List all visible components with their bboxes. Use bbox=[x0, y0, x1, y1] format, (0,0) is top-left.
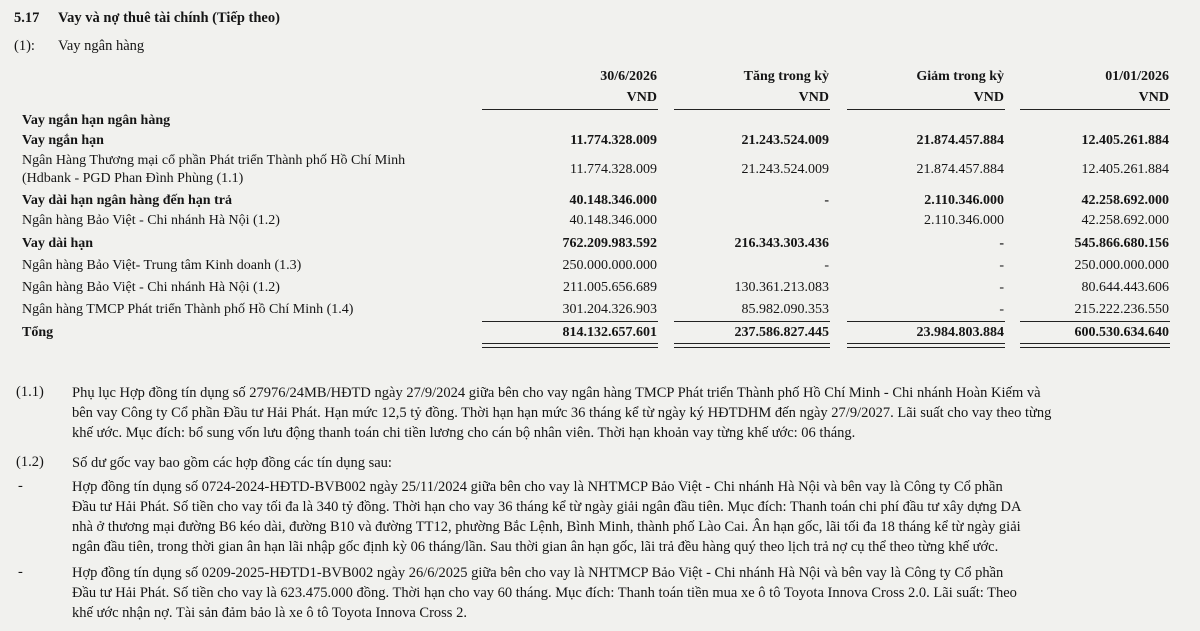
cell-opening: 12.405.261.884 bbox=[1081, 133, 1169, 148]
cell-closing: 11.774.328.009 bbox=[570, 133, 657, 148]
cell-closing: 814.132.657.601 bbox=[562, 325, 657, 340]
subtotal-rule bbox=[847, 321, 1005, 322]
subtotal-rule bbox=[674, 321, 830, 322]
table-row bbox=[0, 153, 1200, 189]
total-double-rule bbox=[674, 343, 830, 348]
column-header-increase bbox=[744, 66, 829, 108]
note-line: khế ước nhận nợ. Tài sản đảm bảo là xe ô tô Toyota Innova Cross 2. bbox=[72, 605, 467, 621]
row-label: Ngân hàng TMCP Phát triển Thành phố Hồ Chí Minh (1.4) bbox=[22, 302, 354, 317]
table-row bbox=[0, 280, 1200, 298]
total-double-rule bbox=[482, 343, 658, 348]
row-label: Ngân hàng Bảo Việt- Trung tâm Kinh doanh (1.3) bbox=[22, 258, 302, 273]
column-header-label: 30/6/2026 bbox=[600, 69, 657, 84]
note-body bbox=[72, 453, 1177, 473]
note-line: Phụ lục Hợp đồng tín dụng số 27976/24MB/HĐTD ngày 27/9/2024 giữa bên cho vay ngân hàng TMCP Phát triển Thành phố Hồ Chí Minh - Chi nhánh Hoàn Kiếm và bbox=[72, 385, 1041, 401]
cell-opening: 42.258.692.000 bbox=[1081, 213, 1169, 228]
cell-decrease: 2.110.346.000 bbox=[924, 193, 1004, 208]
subsection-number: (1): bbox=[14, 38, 35, 54]
note-body bbox=[72, 477, 1177, 557]
column-header-unit: VND bbox=[626, 90, 657, 105]
cell-increase: - bbox=[824, 193, 829, 208]
row-label-continued: (Hdbank - PGD Phan Đình Phùng (1.1) bbox=[22, 171, 244, 186]
table-row-total bbox=[0, 325, 1200, 343]
cell-opening: 80.644.443.606 bbox=[1081, 280, 1169, 295]
note-line: nhà ở thương mại đường B6 kéo dài, đường B10 và đường TT12, phường Bắc Lệnh, Bình Minh, thành phố Lào Cai. Ân hạn gốc, lãi tối đa 18 tháng kể từ ngày giải bbox=[72, 519, 1021, 535]
note-body bbox=[72, 383, 1177, 443]
cell-decrease: - bbox=[999, 280, 1004, 295]
cell-decrease: - bbox=[999, 236, 1004, 251]
column-header-label: Tăng trong kỳ bbox=[743, 69, 829, 84]
cell-opening: 42.258.692.000 bbox=[1081, 193, 1169, 208]
table-row bbox=[0, 236, 1200, 254]
header-rule bbox=[847, 109, 1005, 110]
note-line: bên vay Công ty Cổ phần Đầu tư Hải Phát. Hạn mức 12,5 tỷ đồng. Thời hạn hạn mức 36 tháng kể từ ngày ký HĐTDHM đến ngày 27/9/2027. Lãi suất cho vay theo từng bbox=[72, 405, 1052, 421]
header-rule bbox=[1020, 109, 1170, 110]
column-header-unit: VND bbox=[973, 90, 1004, 105]
column-header-label: 01/01/2026 bbox=[1105, 69, 1169, 84]
section-number: 5.17 bbox=[14, 10, 40, 26]
column-header-decrease bbox=[916, 66, 1004, 108]
cell-decrease: 21.874.457.884 bbox=[916, 162, 1004, 177]
cell-closing: 40.148.346.000 bbox=[569, 213, 657, 228]
table-row bbox=[0, 193, 1200, 211]
column-header-opening bbox=[1105, 66, 1169, 108]
cell-opening: 545.866.680.156 bbox=[1074, 236, 1169, 251]
cell-decrease: - bbox=[999, 258, 1004, 273]
table-row bbox=[0, 258, 1200, 276]
note-line: Số dư gốc vay bao gồm các hợp đồng các tín dụng sau: bbox=[72, 455, 392, 471]
cell-increase: 130.361.213.083 bbox=[734, 280, 829, 295]
subsection-title bbox=[14, 38, 144, 55]
note-body bbox=[72, 563, 1177, 623]
cell-closing: 40.148.346.000 bbox=[569, 193, 657, 208]
row-label: Tổng bbox=[22, 325, 54, 340]
row-label: Vay dài hạn ngân hàng đến hạn trả bbox=[22, 193, 232, 208]
cell-opening: 12.405.261.884 bbox=[1081, 162, 1169, 177]
row-label: Vay ngắn hạn ngân hàng bbox=[22, 113, 171, 128]
subtotal-rule bbox=[1020, 321, 1170, 322]
subsection-title-text: Vay ngân hàng bbox=[58, 38, 145, 54]
cell-closing: 301.204.326.903 bbox=[562, 302, 657, 317]
note-line: Đầu tư Hải Phát. Số tiền cho vay tối đa là 340 tỷ đồng. Thời hạn cho vay 36 tháng kể từ ngày giải ngân đầu tiên. Mục đích: Thanh toán chi phí đầu tư xây dựng DA bbox=[72, 499, 1022, 515]
bullet-dash: - bbox=[18, 564, 23, 580]
note-line: Đầu tư Hải Phát. Số tiền cho vay là 623.475.000 đồng. Thời hạn cho vay 60 tháng. Mục đích: Thanh toán tiền mua xe ô tô Toyota Innova Cross 2.0. Lãi suất: Theo bbox=[72, 585, 1017, 601]
column-header-label: Giảm trong kỳ bbox=[916, 69, 1004, 84]
cell-closing: 211.005.656.689 bbox=[563, 280, 657, 295]
note-marker: (1.2) bbox=[16, 454, 44, 470]
header-rule bbox=[482, 109, 658, 110]
cell-increase: 85.982.090.353 bbox=[741, 302, 829, 317]
row-label: Vay ngắn hạn bbox=[22, 133, 104, 148]
row-label: Ngân Hàng Thương mại cổ phần Phát triển Thành phố Hồ Chí Minh bbox=[22, 153, 406, 168]
column-header-unit: VND bbox=[798, 90, 829, 105]
cell-decrease: 2.110.346.000 bbox=[924, 213, 1004, 228]
section-title bbox=[14, 10, 280, 27]
cell-increase: 21.243.524.009 bbox=[741, 133, 829, 148]
column-header-closing bbox=[600, 66, 657, 108]
cell-increase: 21.243.524.009 bbox=[741, 162, 829, 177]
cell-increase: 237.586.827.445 bbox=[734, 325, 829, 340]
table-row bbox=[0, 213, 1200, 231]
note-line: ngân đầu tiên, trong thời gian ân hạn lãi nhập gốc định kỳ 06 tháng/lần. Sau thời gian ân hạn gốc, lãi trả đều hàng quý theo lịch trả nợ cụ thể theo từng khế ước. bbox=[72, 539, 999, 555]
cell-increase: - bbox=[824, 258, 829, 273]
cell-closing: 11.774.328.009 bbox=[570, 162, 657, 177]
note-line: khế ước. Mục đích: bổ sung vốn lưu động thanh toán chi tiền lương cho cán bộ nhân viên. Thời hạn khoản vay từng khế ước: 06 tháng. bbox=[72, 425, 856, 441]
cell-opening: 215.222.236.550 bbox=[1074, 302, 1169, 317]
cell-decrease: 21.874.457.884 bbox=[916, 133, 1004, 148]
row-label: Ngân hàng Bảo Việt - Chi nhánh Hà Nội (1.2) bbox=[22, 280, 280, 295]
cell-opening: 250.000.000.000 bbox=[1074, 258, 1169, 273]
note-line: Hợp đồng tín dụng số 0209-2025-HĐTD1-BVB002 ngày 26/6/2025 giữa bên cho vay là NHTMCP Bảo Việt - Chi nhánh Hà Nội và bên vay là Công ty Cổ phần bbox=[72, 565, 1004, 581]
total-double-rule bbox=[1020, 343, 1170, 348]
cell-closing: 762.209.983.592 bbox=[562, 236, 657, 251]
column-header-unit: VND bbox=[1138, 90, 1169, 105]
cell-increase: 216.343.303.436 bbox=[734, 236, 829, 251]
subtotal-rule bbox=[482, 321, 658, 322]
total-double-rule bbox=[847, 343, 1005, 348]
cell-opening: 600.530.634.640 bbox=[1074, 325, 1169, 340]
header-rule bbox=[674, 109, 830, 110]
table-row bbox=[0, 133, 1200, 151]
note-marker: (1.1) bbox=[16, 384, 44, 400]
section-title-text: Vay và nợ thuê tài chính (Tiếp theo) bbox=[58, 10, 280, 26]
table-row bbox=[0, 113, 1200, 131]
cell-decrease: 23.984.803.884 bbox=[916, 325, 1004, 340]
cell-decrease: - bbox=[999, 302, 1004, 317]
cell-closing: 250.000.000.000 bbox=[562, 258, 657, 273]
note-line: Hợp đồng tín dụng số 0724-2024-HĐTD-BVB002 ngày 25/11/2024 giữa bên cho vay là NHTMCP Bảo Việt - Chi nhánh Hà Nội và bên vay là Công ty Cổ phần bbox=[72, 479, 1003, 495]
table-row bbox=[0, 302, 1200, 320]
row-label: Ngân hàng Bảo Việt - Chi nhánh Hà Nội (1.2) bbox=[22, 213, 280, 228]
row-label: Vay dài hạn bbox=[22, 236, 94, 251]
bullet-dash: - bbox=[18, 478, 23, 494]
